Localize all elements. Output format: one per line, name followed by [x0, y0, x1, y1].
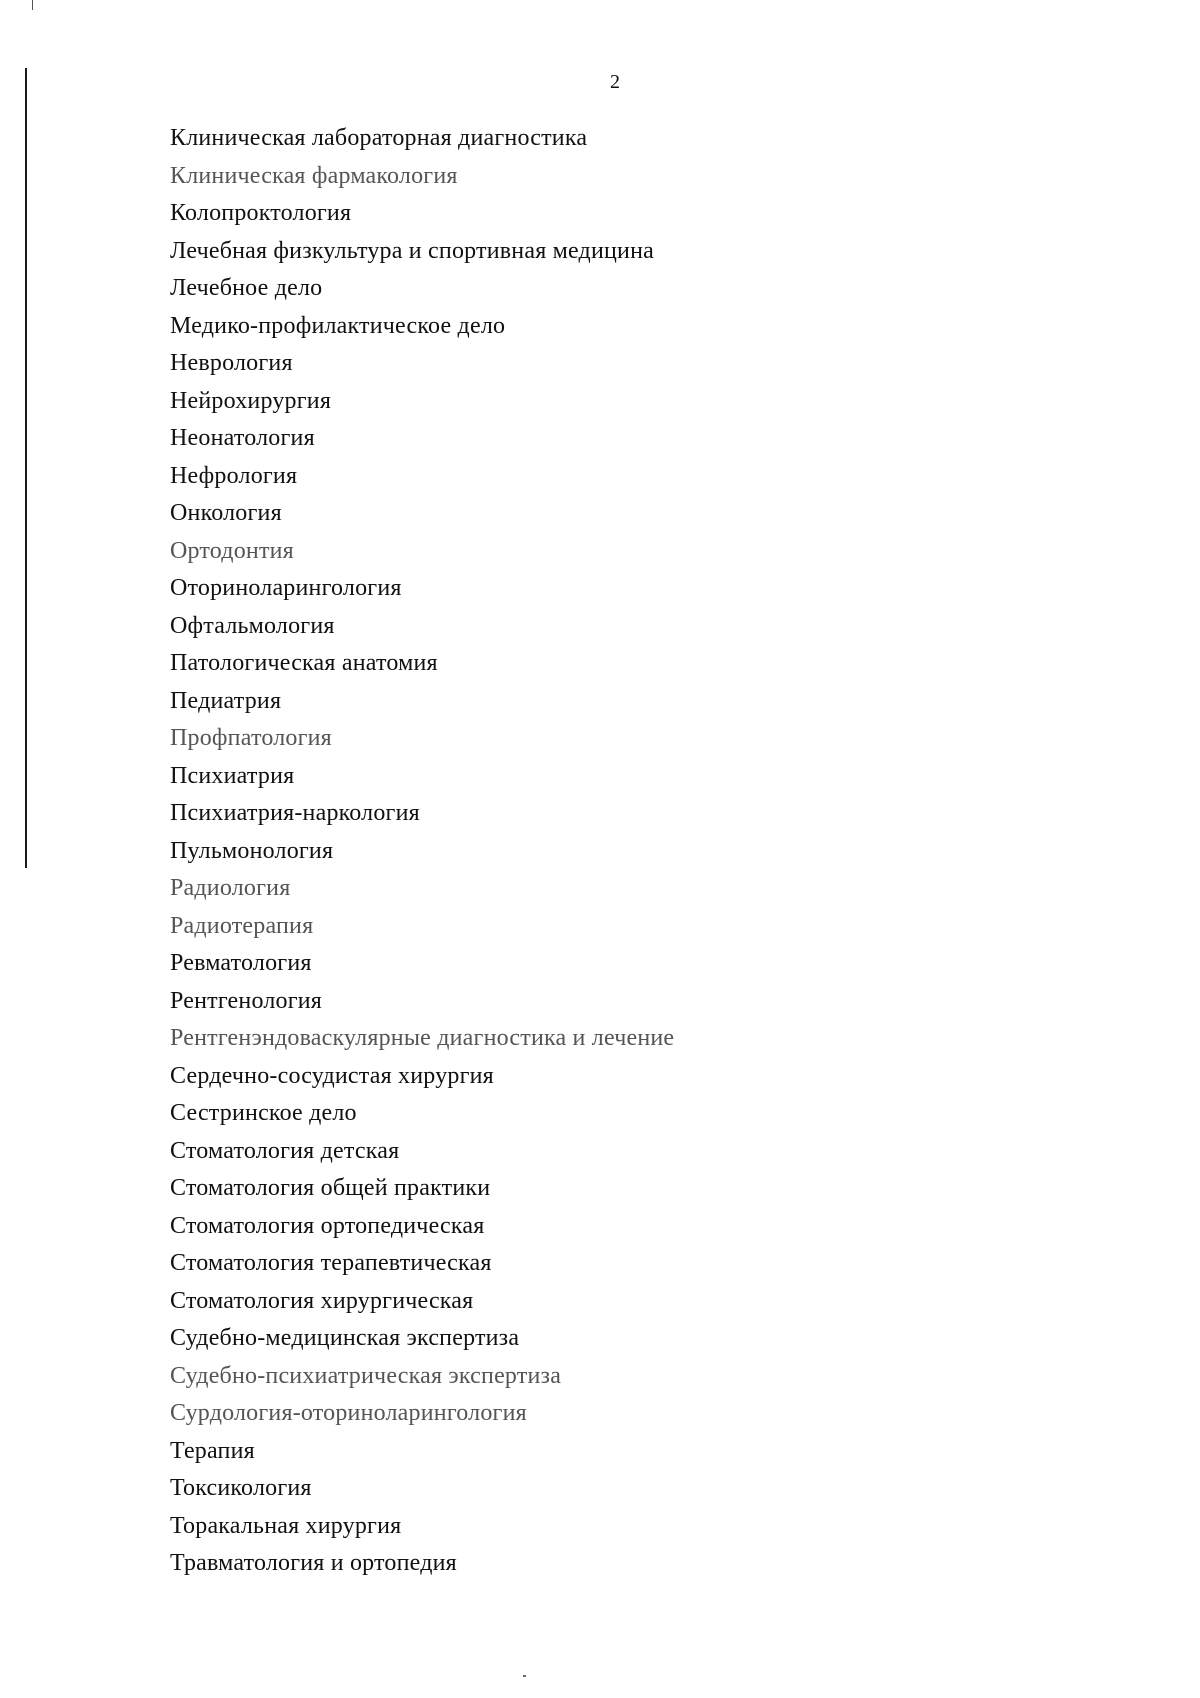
page-number: 2 [610, 71, 620, 93]
specialty-list-item: Токсикология [170, 1475, 312, 1501]
specialty-list-item: Стоматология хирургическая [170, 1287, 474, 1314]
specialty-list-item: Сурдология-оториноларингология [170, 1400, 527, 1426]
specialty-list-item: Педиатрия [170, 687, 282, 714]
specialty-list-item: Клиническая фармакология [170, 162, 458, 189]
specialty-list-item: Рентгенология [170, 987, 323, 1014]
specialty-list-item: Терапия [170, 1437, 255, 1464]
specialty-list-item: Нейрохирургия [170, 387, 332, 414]
specialty-list-item: Колопроктология [170, 200, 352, 226]
specialty-list-item: Неврология [170, 350, 293, 376]
scan-edge-line [25, 68, 27, 868]
specialty-list-item: Офтальмология [170, 612, 335, 639]
specialty-list-item: Стоматология общей практики [170, 1175, 491, 1201]
specialty-list-item: Торакальная хирургия [170, 1512, 402, 1539]
specialty-list-item: Профпатология [170, 725, 332, 751]
specialty-list-item: Ревматология [170, 950, 312, 976]
specialty-list-item: Психиатрия [170, 762, 295, 789]
specialty-list-item: Радиотерапия [170, 912, 314, 939]
specialty-list-item: Психиатрия-наркология [170, 800, 420, 826]
specialty-list-item: Лечебная физкультура и спортивная медицина [170, 237, 654, 264]
specialty-list-item: Стоматология ортопедическая [170, 1212, 485, 1239]
specialty-list-item: Сердечно-сосудистая хирургия [170, 1062, 494, 1089]
specialty-list-item: Лечебное дело [170, 275, 323, 301]
specialty-list-item: Пульмонология [170, 837, 334, 864]
specialty-list-item: Сестринское дело [170, 1100, 357, 1126]
specialty-list-item: Стоматология терапевтическая [170, 1250, 492, 1276]
specialty-list-item: Неонатология [170, 425, 315, 451]
specialty-list-item: Радиология [170, 875, 291, 901]
specialty-list-item: Оториноларингология [170, 575, 402, 601]
specialty-list-item: Судебно-медицинская экспертиза [170, 1325, 520, 1351]
specialty-list-item: Медико-профилактическое дело [170, 312, 506, 339]
specialty-list-item: Патологическая анатомия [170, 650, 438, 676]
specialty-list-item: Стоматология детская [170, 1137, 400, 1164]
specialty-list-item: Клиническая лабораторная диагностика [170, 125, 588, 151]
specialty-list-item: Нефрология [170, 462, 298, 489]
specialty-list-item: Травматология и ортопедия [170, 1550, 457, 1576]
scan-artifact-bottom [523, 1675, 526, 1677]
specialty-list-item: Ортодонтия [170, 537, 294, 564]
specialty-list-item: Судебно-психиатрическая экспертиза [170, 1362, 562, 1389]
specialty-list-item: Онкология [170, 500, 282, 526]
specialty-list [170, 120, 674, 1583]
scan-artifact-top [32, 0, 33, 10]
specialty-list-item: Рентгенэндоваскулярные диагностика и лечение [170, 1025, 675, 1051]
